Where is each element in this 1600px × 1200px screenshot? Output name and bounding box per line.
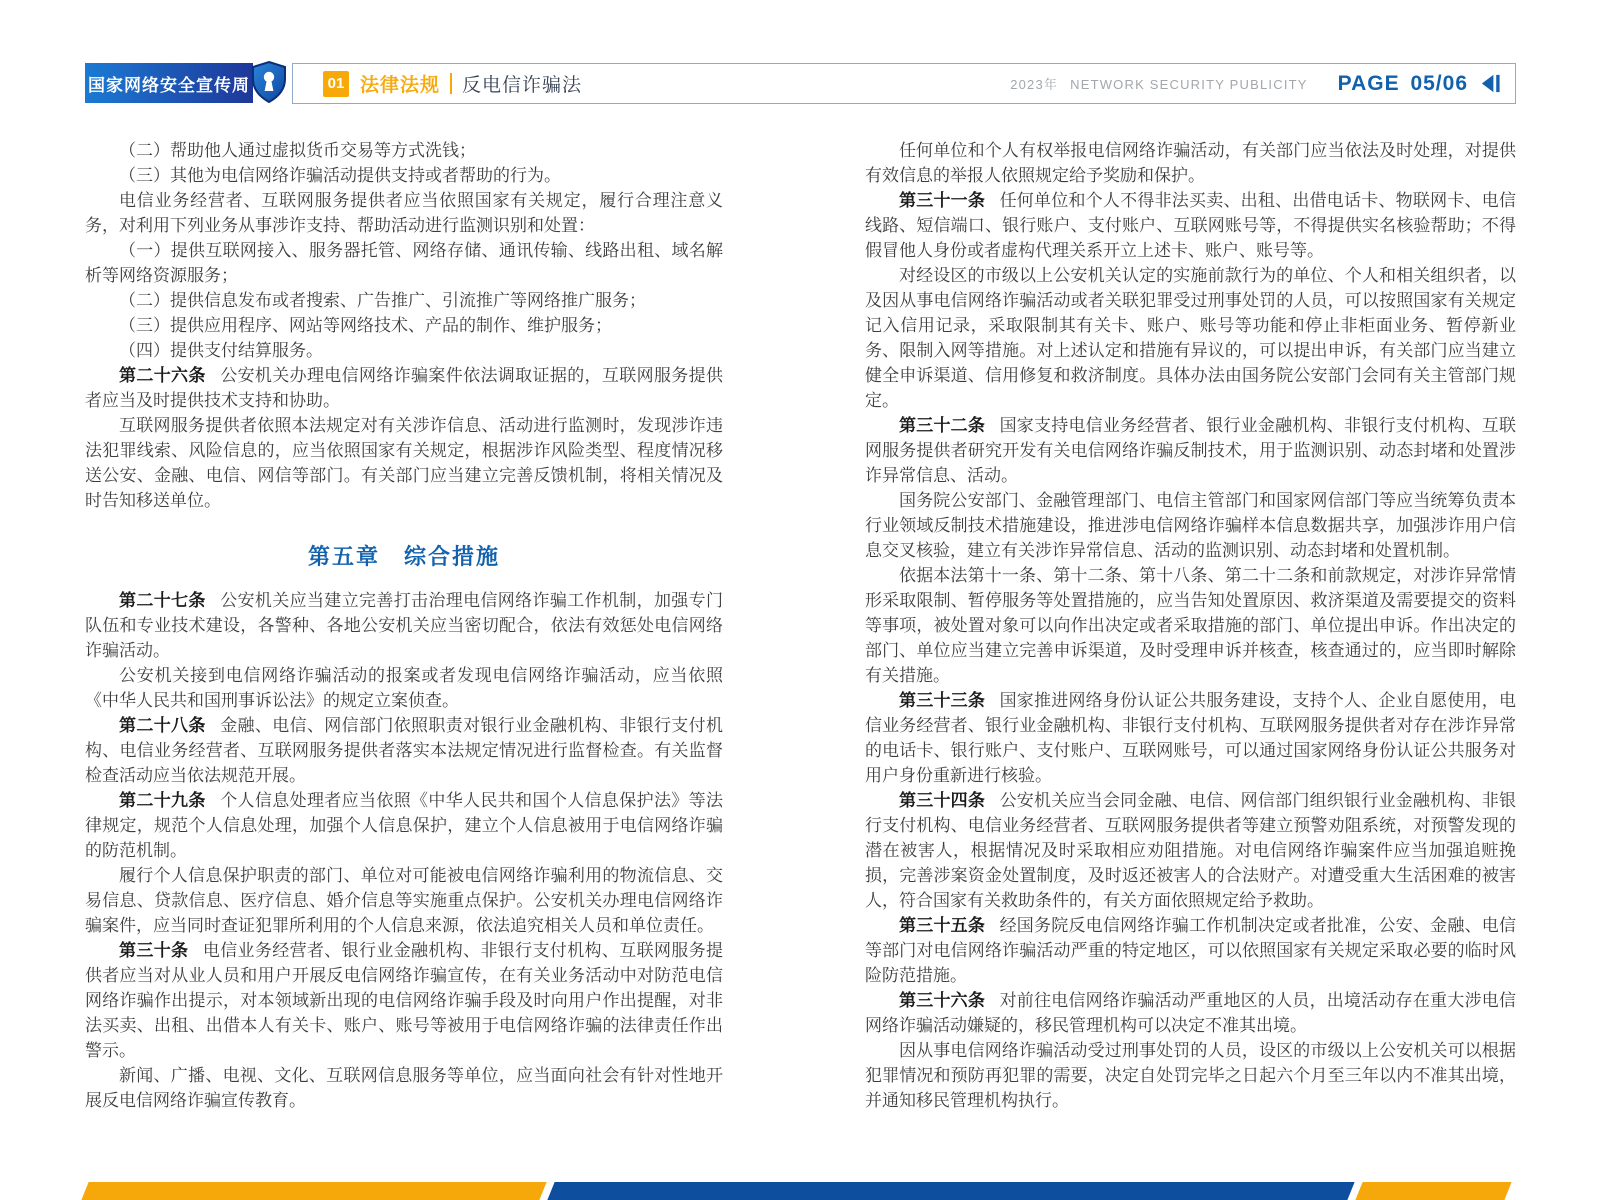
left-column [85, 138, 723, 1113]
paragraph: （三）提供应用程序、网站等网络技术、产品的制作、维护服务； [119, 316, 612, 335]
brand-banner [85, 63, 253, 103]
article-number: 第二十六条 [119, 366, 206, 385]
paragraph: 第二十八条 金融、电信、网信部门依照职责对银行业金融机构、非银行支付机构、电信业务经营者、互联网服务提供者落实本法规定情况进行监督检查。有关监督检查活动应当依法规范开展。 [85, 716, 724, 785]
paragraph: 公安机关接到电信网络诈骗活动的报案或者发现电信网络诈骗活动，应当依照《中华人民共和国刑事诉讼法》的规定立案侦查。 [85, 666, 723, 710]
article-number: 第三十六条 [899, 991, 986, 1010]
paragraph: 第二十九条 个人信息处理者应当依照《中华人民共和国个人信息保护法》等法律规定，规范个人信息处理，加强个人信息保护，建立个人信息被用于电信网络诈骗的防范机制。 [85, 791, 724, 860]
paragraph: （三）其他为电信网络诈骗活动提供支持或者帮助的行为。 [119, 166, 561, 185]
shield-lock-icon [250, 59, 288, 105]
footer-segment-orange-right [1355, 1182, 1511, 1200]
paragraph: 依据本法第十一条、第十二条、第十八条、第二十二条和前款规定，对涉诈异常情形采取限制、暂停服务等处置措施的，应当告知处置原因、救济渠道及需要提交的资料等事项，被处置对象可以向作出决定或者采取措施的部门、单位提出申诉。作出决定的部门、单位应当建立完善申诉渠道，及时受理申诉并核查，核查通过的，应当即时解除有关措施。 [865, 566, 1516, 685]
brand-label: 国家网络安全宣传周 [88, 75, 250, 95]
paragraph: 第二十七条 公安机关应当建立完善打击治理电信网络诈骗工作机制，加强专门队伍和专业技术建设，各警种、各地公安机关应当密切配合，依法有效惩处电信网络诈骗活动。 [85, 591, 724, 660]
doc-title: 反电信诈骗法 [462, 75, 583, 96]
header-meta [1010, 72, 1501, 96]
header [0, 0, 1600, 105]
article-number: 第三十四条 [899, 791, 986, 810]
article-number: 第三十二条 [899, 416, 986, 435]
paragraph: 第三十二条 国家支持电信业务经营者、银行业金融机构、非银行支付机构、互联网服务提供者研究开发有关电信网络诈骗反制技术，用于监测识别、动态封堵和处置涉诈异常信息、活动。 [865, 416, 1517, 485]
paragraph: 因从事电信网络诈骗活动受过刑事处罚的人员，设区的市级以上公安机关可以根据犯罪情况和预防再犯罪的需要，决定自处罚完毕之日起六个月至三年以内不准其出境，并通知移民管理机构执行。 [865, 1041, 1516, 1110]
year-subtitle [1010, 74, 1307, 93]
paragraph: 第三十五条 经国务院反电信网络诈骗工作机制决定或者批准，公安、金融、电信等部门对电信网络诈骗活动严重的特定地区，可以依照国家有关规定采取必要的临时风险防范措施。 [865, 916, 1517, 985]
footer-segment-blue [547, 1182, 1354, 1200]
article-number: 第二十九条 [119, 791, 206, 810]
paragraph: 第三十条 电信业务经营者、银行业金融机构、非银行支付机构、互联网服务提供者应当对从业人员和用户开展反电信网络诈骗宣传，在有关业务活动中对防范电信网络诈骗作出提示，对本领域新出现的电信网络诈骗手段及时向用户作出提醒，对非法买卖、出租、出借本人有关卡、账户、账号等被用于电信网络诈骗的法律责任作出警示。 [85, 941, 724, 1060]
paragraph: 第三十四条 公安机关应当会同金融、电信、网信部门组织银行业金融机构、非银行支付机构、电信业务经营者、互联网服务提供者等建立预警劝阻系统，对预警发现的潜在被害人，根据情况及时采取相应劝阻措施。对电信网络诈骗案件应当加强追赃挽损，完善涉案资金处置制度，及时返还被害人的合法财产。对遭受重大生活困难的被害人，符合国家有关救助条件的，有关方面依照规定给予救助。 [865, 791, 1517, 910]
document-body [85, 138, 1516, 1113]
paragraph: 第二十六条 公安机关办理电信网络诈骗案件依法调取证据的，互联网服务提供者应当及时提供技术支持和协助。 [85, 366, 724, 410]
article-number: 第三十条 [119, 941, 189, 960]
subtitle-en: NETWORK SECURITY PUBLICITY [1070, 77, 1308, 92]
paragraph: 国务院公安部门、金融管理部门、电信主管部门和国家网信部门等应当统筹负责本行业领域反制技术措施建设，推进涉电信网络诈骗样本信息数据共享，加强涉诈用户信息交叉核验，建立有关涉诈异常信息、活动的监测识别、动态封堵和处置机制。 [865, 491, 1516, 560]
paragraph: （一）提供互联网接入、服务器托管、网络存储、通讯传输、线路出租、域名解析等网络资源服务； [85, 241, 723, 285]
right-column [865, 138, 1516, 1113]
page-number: PAGE 05/06 [1337, 71, 1468, 95]
footer-segment-orange-left [81, 1182, 546, 1200]
paragraph: 第三十三条 国家推进网络身份认证公共服务建设，支持个人、企业自愿使用，电信业务经营者、银行业金融机构、非银行支付机构、互联网服务提供者对存在涉诈异常的电话卡、银行账户、支付账户、互联网账号，可以通过国家网络身份认证公共服务对用户身份重新进行核验。 [865, 691, 1517, 785]
vertical-divider [450, 73, 452, 94]
paragraph: （二）提供信息发布或者搜索、广告推广、引流推广等网络推广服务； [119, 291, 646, 310]
article-number: 第二十八条 [119, 716, 206, 735]
footer-bar [85, 1182, 1516, 1200]
paragraph: 电信业务经营者、互联网服务提供者应当依照国家有关规定，履行合理注意义务，对利用下列业务从事涉诈支持、帮助活动进行监测识别和处置： [85, 191, 723, 235]
header-title-box [292, 63, 1516, 104]
paragraph: 对经设区的市级以上公安机关认定的实施前款行为的单位、个人和相关组织者，以及因从事电信网络诈骗活动或者关联犯罪受过刑事处罚的人员，可以按照国家有关规定记入信用记录，采取限制其有关卡、账户、账号等功能和停止非柜面业务、暂停新业务、限制入网等措施。对上述认定和措施有异议的，可以提出申诉，有关部门应当建立健全申诉渠道、信用修复和救济制度。具体办法由国务院公安部门会同有关主管部门规定。 [865, 266, 1516, 410]
prev-page-icon[interactable] [1480, 73, 1501, 94]
year-label: 2023年 [1010, 77, 1059, 92]
section-number-badge: 01 [323, 71, 349, 97]
article-number: 第三十一条 [899, 191, 986, 210]
paragraph: 履行个人信息保护职责的部门、单位对可能被电信网络诈骗利用的物流信息、交易信息、贷款信息、医疗信息、婚介信息等实施重点保护。公安机关办理电信网络诈骗案件，应当同时查证犯罪所利用的个人信息来源，依法追究相关人员和单位责任。 [85, 866, 723, 935]
paragraph: 任何单位和个人有权举报电信网络诈骗活动，有关部门应当依法及时处理，对提供有效信息的举报人依照规定给予奖励和保护。 [865, 141, 1516, 185]
paragraph: 第三十六条 对前往电信网络诈骗活动严重地区的人员，出境活动存在重大涉电信网络诈骗活动嫌疑的，移民管理机构可以决定不准其出境。 [865, 991, 1517, 1035]
article-number: 第三十五条 [899, 916, 986, 935]
paragraph: 第三十一条 任何单位和个人不得非法买卖、出租、出借电话卡、物联网卡、电信线路、短信端口、银行账户、支付账户、互联网账号等，不得提供实名核验帮助；不得假冒他人身份或者虚构代理关系开立上述卡、账户、账号等。 [865, 191, 1517, 260]
chapter-heading: 第五章 综合措施 [307, 544, 500, 569]
article-number: 第二十七条 [119, 591, 206, 610]
paragraph: 新闻、广播、电视、文化、互联网信息服务等单位，应当面向社会有针对性地开展反电信网络诈骗宣传教育。 [85, 1066, 723, 1110]
article-number: 第三十三条 [899, 691, 986, 710]
paragraph: 互联网服务提供者依照本法规定对有关涉诈信息、活动进行监测时，发现涉诈违法犯罪线索、风险信息的，应当依照国家有关规定，根据涉诈风险类型、程度情况移送公安、金融、电信、网信等部门。有关部门应当建立完善反馈机制，将相关情况及时告知移送单位。 [85, 416, 723, 510]
paragraph: （二）帮助他人通过虚拟货币交易等方式洗钱； [119, 141, 476, 160]
category-label: 法律法规 [360, 75, 441, 96]
paragraph: （四）提供支付结算服务。 [119, 341, 323, 360]
